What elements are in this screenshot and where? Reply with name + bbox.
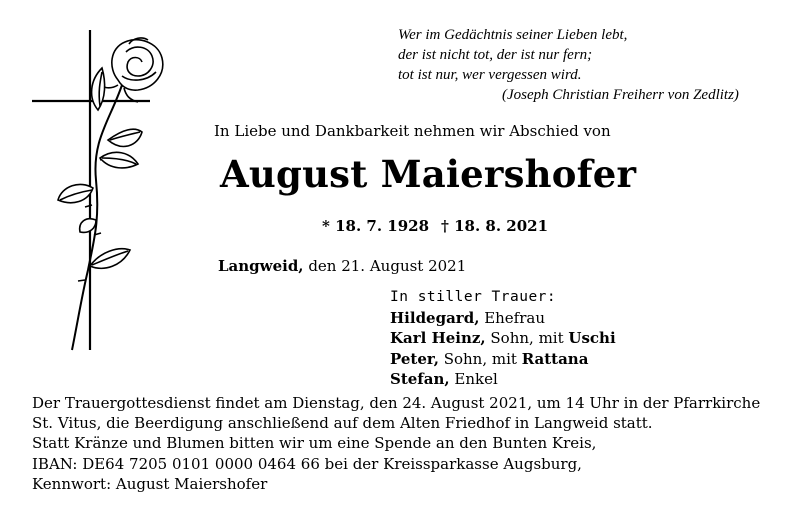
iban-line: IBAN: DE64 7205 0101 0000 0464 66 bei der Kreissparkasse Augsburg, [32, 454, 582, 473]
mourner-partner: Rattana [521, 349, 589, 368]
place-date [218, 257, 466, 275]
mourner-name: Peter, [390, 349, 439, 368]
mourner-row [390, 328, 616, 349]
place-town: Langweid, [218, 257, 304, 275]
mourner-relation: Sohn, mit [438, 349, 522, 368]
place-date-text: den 21. August 2021 [308, 257, 467, 275]
mourner-name: Hildegard, [390, 308, 480, 327]
service-line: St. Vitus, die Beerdigung anschließend auf dem Alten Friedhof in Langweid statt. [32, 414, 653, 433]
mourner-name: Stefan, [390, 370, 450, 388]
memorial-poem [398, 25, 778, 105]
poem-line: der ist nicht tot, der ist nur fern; [398, 47, 593, 63]
mourner-row [390, 349, 616, 370]
death-date: † 18. 8. 2021 [441, 217, 549, 235]
service-line: Der Trauergottesdienst findet am Dienstag, den 24. August 2021, um 14 Uhr in der Pfarrkirche [32, 394, 761, 412]
birth-date: * 18. 7. 1928 [322, 217, 430, 235]
donation-line: Statt Kränze und Blumen bitten wir um eine Spende an den Bunten Kreis, [32, 434, 597, 453]
life-dates [322, 217, 548, 235]
service-info [32, 393, 760, 494]
mourner-partner: Uschi [568, 329, 616, 347]
mourners-header: In stiller Trauer: [390, 289, 557, 305]
poem-line: tot ist nur, wer vergessen wird. [398, 67, 582, 83]
intro-text: In Liebe und Dankbarkeit nehmen wir Abschied von [214, 122, 611, 140]
keyword-line: Kennwort: August Maiershofer [32, 474, 268, 493]
poem-line: Wer im Gedächtnis seiner Lieben lebt, [398, 27, 628, 43]
mourners-block [390, 287, 616, 390]
mourner-relation: Ehefrau [479, 308, 546, 327]
rose-icon [58, 38, 163, 350]
poem-author: (Joseph Christian Freiherr von Zedlitz) [502, 87, 739, 103]
mourner-relation: Sohn, mit [485, 329, 569, 347]
mourner-name: Karl Heinz, [390, 329, 486, 347]
deceased-name: August Maiershofer [220, 152, 637, 196]
mourner-row [390, 308, 616, 329]
mourner-row [390, 369, 616, 390]
cross-rose-illustration [30, 30, 180, 370]
mourner-relation: Enkel [449, 370, 498, 388]
